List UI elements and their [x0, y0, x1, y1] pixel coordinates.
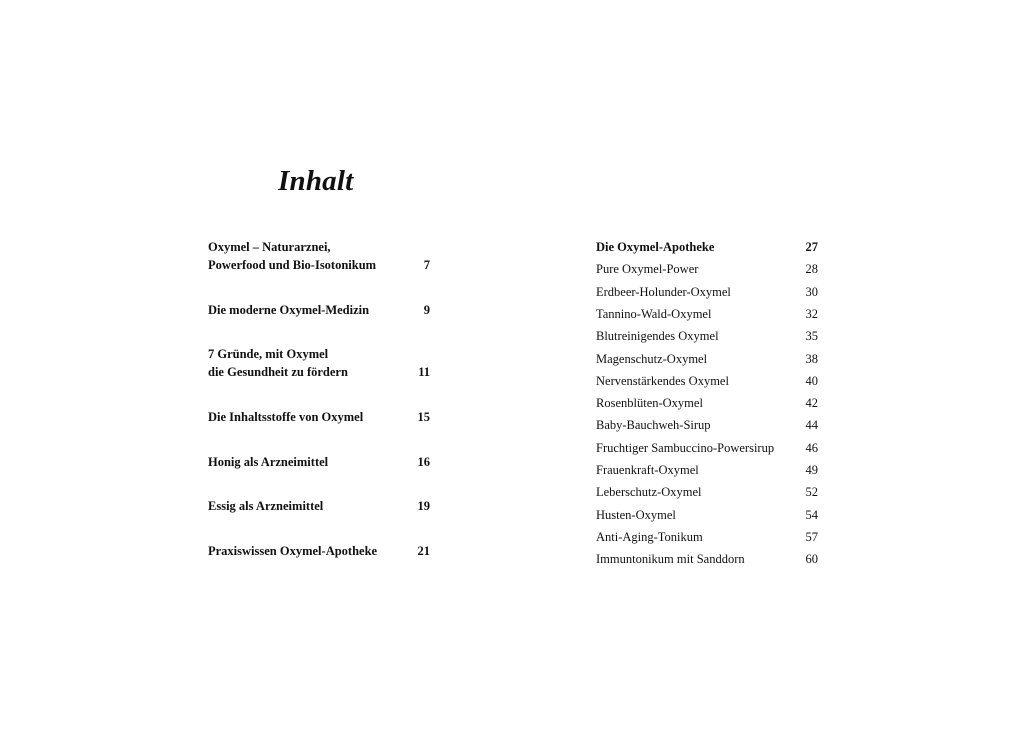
- toc-entry-line: Essig als Arzneimittel: [208, 499, 324, 513]
- toc-page-number: 15: [417, 410, 430, 424]
- toc-entry: [596, 350, 818, 368]
- toc-page-number: 40: [805, 373, 818, 388]
- toc-entry-label: Blutreinigendes Oxymel: [596, 329, 719, 344]
- toc-entry-label: Rosenblüten-Oxymel: [596, 396, 703, 411]
- toc-entry: [208, 238, 430, 274]
- toc-page-number: 19: [417, 499, 430, 513]
- toc-entry: [596, 372, 818, 390]
- toc-entry: [208, 542, 430, 560]
- toc-entry: [208, 408, 430, 426]
- toc-entry-label: Immuntonikum mit Sanddorn: [596, 552, 745, 567]
- toc-entry-label: Pure Oxymel-Power: [596, 262, 699, 277]
- toc-entry-line: 7 Gründe, mit Oxymel: [208, 347, 329, 361]
- toc-entry: [596, 305, 818, 323]
- toc-entry-label: Magenschutz-Oxymel: [596, 351, 708, 366]
- toc-page-number: 42: [805, 396, 818, 411]
- toc-page-number: 49: [805, 463, 818, 477]
- toc-entry-label: [208, 238, 406, 274]
- toc-entry: [596, 483, 818, 501]
- toc-page-number: 30: [805, 284, 818, 299]
- toc-entry-label: [208, 345, 406, 381]
- toc-entry-label: Nervenstärkendes Oxymel: [596, 373, 729, 388]
- toc-entry-label: [208, 453, 406, 471]
- toc-entry-label: Erdbeer-Holunder-Oxymel: [596, 284, 731, 299]
- toc-page-number: 35: [805, 329, 818, 344]
- toc-entry: [596, 260, 818, 278]
- toc-entry: [208, 497, 430, 515]
- toc-page-number: 9: [423, 303, 430, 317]
- toc-entry: [596, 550, 818, 568]
- toc-entry-label: Die Oxymel-Apotheke: [596, 240, 715, 254]
- toc-page-number: 27: [805, 240, 818, 254]
- toc-entry-label: Husten-Oxymel: [596, 507, 676, 522]
- toc-entry-line: Honig als Arzneimittel: [208, 455, 329, 469]
- toc-section-heading: [596, 238, 818, 256]
- toc-page-number: 46: [805, 440, 818, 455]
- toc-entry: [208, 345, 430, 381]
- toc-entry-label: Frauenkraft-Oxymel: [596, 463, 699, 477]
- toc-entry-label: [208, 497, 406, 515]
- toc-entry: [596, 327, 818, 345]
- toc-entry: [596, 283, 818, 301]
- toc-page-number: 21: [417, 544, 430, 558]
- toc-page-number: 28: [805, 262, 818, 277]
- toc-page-number: 52: [805, 485, 818, 500]
- toc-entry-label: Anti-Aging-Tonikum: [596, 529, 703, 544]
- toc-entry: [596, 394, 818, 412]
- toc-entry: [596, 528, 818, 546]
- toc-page-number: 57: [805, 529, 818, 544]
- toc-page-number: 44: [805, 418, 818, 433]
- toc-entry-label: Baby-Bauchweh-Sirup: [596, 418, 711, 433]
- toc-entry: [596, 439, 818, 457]
- toc-page-number: 60: [805, 552, 818, 567]
- toc-entry: [596, 416, 818, 434]
- toc-page-number: 38: [805, 351, 818, 366]
- toc-entry-label: [208, 408, 406, 426]
- toc-page-number: 11: [418, 365, 430, 379]
- toc-entry: [596, 461, 818, 479]
- toc-entry: [208, 301, 430, 319]
- toc-entry-line: Powerfood und Bio-Isotonikum: [208, 258, 377, 272]
- toc-entry-line: Praxiswissen Oxymel-Apotheke: [208, 544, 378, 558]
- toc-page-number: 32: [805, 306, 818, 321]
- toc-entry-line: die Gesundheit zu fördern: [208, 365, 348, 379]
- toc-page-number: 54: [805, 507, 818, 522]
- toc-entry-label: [208, 301, 406, 319]
- toc-entry-label: Fruchtiger Sambuccino-Powersirup: [596, 440, 775, 455]
- toc-entry-label: [208, 542, 406, 560]
- toc-entry-line: Oxymel – Naturarznei,: [208, 240, 331, 254]
- toc-entry-line: Die Inhaltsstoffe von Oxymel: [208, 410, 364, 424]
- toc-entry-line: Die moderne Oxymel-Medizin: [208, 303, 370, 317]
- toc-entry-label: Leberschutz-Oxymel: [596, 485, 702, 500]
- toc-entry: [596, 506, 818, 524]
- toc-page-number: 7: [423, 258, 430, 272]
- toc-entry: [208, 453, 430, 471]
- toc-entry-label: Tannino-Wald-Oxymel: [596, 306, 712, 321]
- toc-page-number: 16: [417, 455, 430, 469]
- page-title: Inhalt: [278, 165, 354, 197]
